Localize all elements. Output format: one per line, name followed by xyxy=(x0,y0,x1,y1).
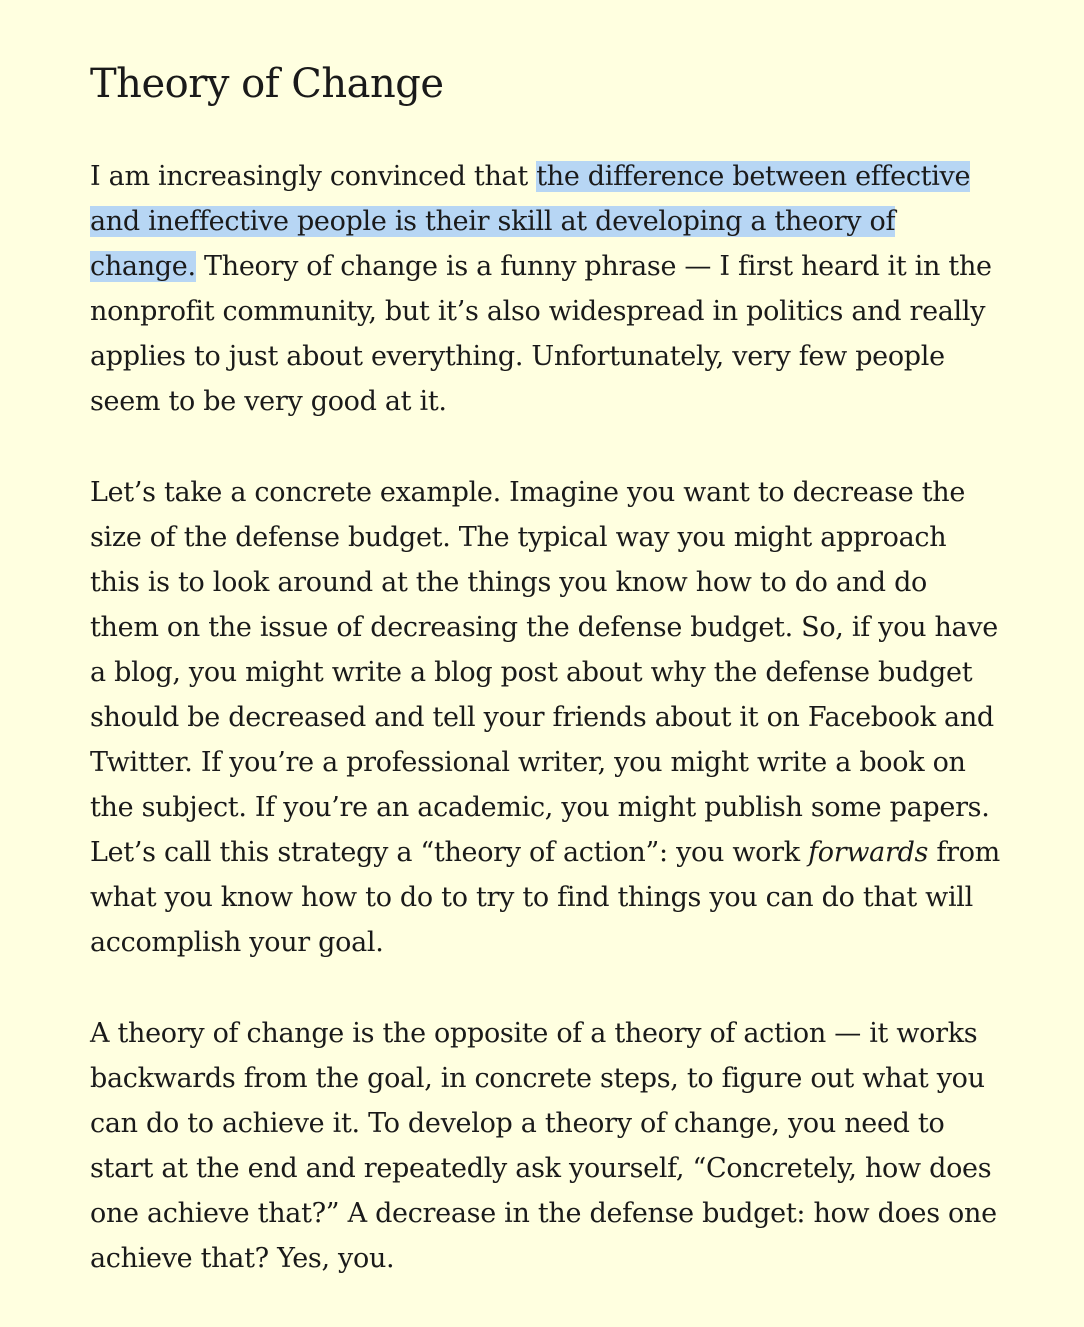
paragraph-1-text-start: I am increasingly convinced that xyxy=(90,161,537,192)
paragraph-1-text-end: Theory of change is a funny phrase — I first heard it in the nonprofit community, but it’s also widespread in politics and really applies to just about everything. Unfortunately, very few people seem to be very good at it. xyxy=(90,251,992,417)
paragraph-1 xyxy=(90,154,1000,424)
paragraph-3: A theory of change is the opposite of a theory of action — it works backwards from the goal, in concrete steps, to figure out what you can do to achieve it. To develop a theory of change, you need to start at the end and repeatedly ask yourself, “Concretely, how does one achieve that?” A decrease in the defense budget: how does one achieve that? Yes, you. xyxy=(90,1018,997,1274)
article-title: Theory of Change xyxy=(90,61,444,107)
paragraph-2 xyxy=(90,470,1000,965)
paragraph-2-text-start: Let’s take a concrete example. Imagine you want to decrease the size of the defense budget. The typical way you might approach this is to look around at the things you know how to do and do them on the issue of decreasing the defense budget. So, if you have a blog, you might write a blog post about why the defense budget should be decreased and tell your friends about it on Facebook and Twitter. If you’re a professional writer, you might write a book on the subject. If you’re an academic, you might publish some papers. Let’s call this strategy a “theory of action”: you work xyxy=(90,477,998,868)
article xyxy=(90,58,1000,1327)
selected-text-highlight[interactable]: the difference between effective and ineffective people is their skill at developing a theory of change. xyxy=(90,161,971,282)
paragraph-2-text-end: from what you know how to do to try to find things you can do that will accomplish your goal. xyxy=(90,837,1000,958)
emphasis-forwards: forwards xyxy=(808,837,929,868)
